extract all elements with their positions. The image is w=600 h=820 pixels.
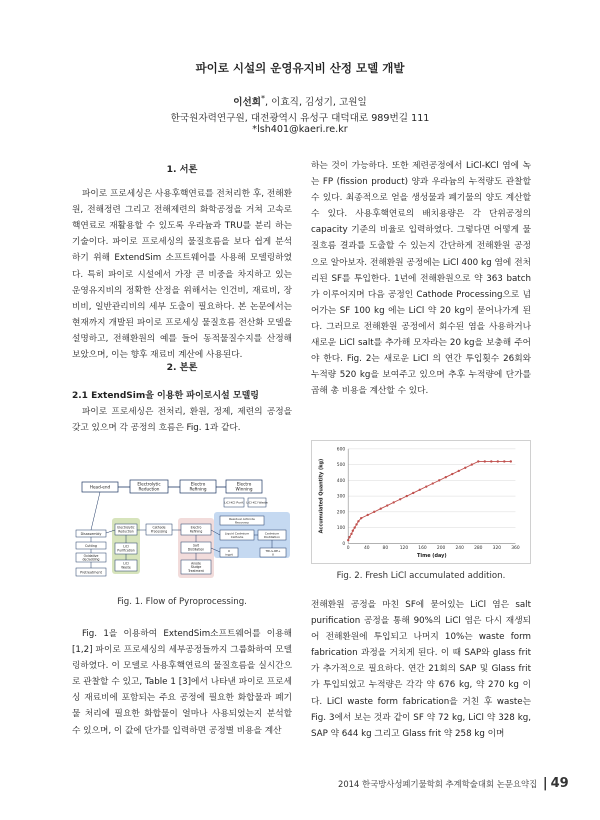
label-as-1: Anode: [191, 561, 201, 566]
label-tru-2: U: [271, 552, 275, 557]
label-u-2: ingot: [225, 552, 233, 557]
label-disassembly: Disassembly: [80, 532, 102, 536]
conn-15: [91, 492, 100, 530]
label-erf-1: Electro: [190, 525, 202, 530]
subsection-paragraph: [72, 404, 292, 436]
data-point: [354, 526, 356, 528]
right-column: [311, 158, 531, 399]
left-column-body: [72, 360, 292, 436]
label-as-3: Treatment: [188, 568, 204, 573]
label-pretreatment: Pretreatment: [80, 570, 102, 575]
x-tick-label: 280: [474, 546, 483, 552]
corresponding-mark: *: [261, 94, 266, 103]
main-author: 이선희: [233, 97, 262, 109]
subsection-text: 파이로 프로세싱은 전처리, 환원, 정제, 제련의 공정을 갖고 있으며 각 공정의 흐름은 Fig. 1과 같다.: [72, 407, 292, 434]
data-point: [412, 492, 414, 494]
x-tick-label: 0: [346, 546, 350, 552]
footer-text: 2014 한국방사성폐기물학회 추계학술대회 논문요약집: [338, 779, 538, 789]
data-point: [497, 460, 499, 462]
x-tick-label: 80: [382, 546, 389, 552]
left-column: [72, 162, 292, 363]
label-lw-1: LiCl: [123, 561, 129, 566]
data-point: [355, 523, 357, 525]
data-point: [347, 539, 349, 541]
x-axis-label: Time (day): [417, 553, 447, 560]
data-point: [406, 495, 408, 497]
label-ew-top-1: Electro: [236, 481, 252, 487]
data-point: [438, 479, 440, 481]
right-paragraph-1: [311, 158, 531, 399]
label-head-end: Head-end: [89, 484, 111, 490]
label-cp-2: Processing: [150, 529, 168, 534]
y-tick-label: 300: [336, 494, 346, 500]
affiliation: 한국원자력연구원, 대전광역시 유성구 대덕대로 989번길 111: [170, 113, 430, 124]
figure-1-caption: Fig. 1. Flow of Pyroprocessing.: [117, 597, 247, 607]
data-point: [458, 470, 460, 472]
label-erf-top-2: Refining: [189, 486, 207, 492]
label-sd-1: Salt: [193, 543, 199, 548]
right-paragraph-2: [311, 597, 531, 742]
figure-2-line-chart: [311, 440, 531, 564]
x-tick-label: 120: [399, 546, 409, 552]
label-er-top-2: Reduction: [138, 486, 160, 492]
label-oxid-2: decladding: [82, 557, 100, 562]
data-point: [350, 533, 352, 535]
section-heading-main: 2. 본론: [166, 362, 198, 373]
data-point: [484, 460, 486, 462]
data-point: [419, 489, 421, 491]
y-axis-label: Accumulated Quantity (kg): [318, 458, 325, 534]
label-lw-2: Waste: [121, 565, 131, 570]
label-lp-2: Purification: [117, 548, 135, 553]
data-point: [352, 530, 354, 532]
intro-text: 파이로 프로세싱은 사용후핵연료를 전처리한 후, 전해환원, 전해정련 그리고 전해제련의 화학공정을 거쳐 고속로 핵연료로 재활용할 수 있도록 우라늄과 TRU를 분리 하는 기술이다. 파이로 프로세싱의 물질흐름을 보다 쉽게 분석하기 위해 ExtendSim 소프트웨어를 사용해 모델링하였다. 특히 파이로 시설에서 가장 큰 비중을 차지하고 있는 운영유지비의 정확한 산정을 위해서는 인건비, 재료비, 장비비, 일반관리비의 세부 도출이 필요하다. 본 논문에서는 현재까지 개발된 파이로 프로세싱 물질흐름 전산화 모델을 설명하고, 전해환원의 예를 들어 동적물질수지를 산정해 보았으며, 이는 향후 재료비 계산에 사용된다.: [72, 189, 292, 361]
x-tick-label: 320: [492, 546, 502, 552]
y-tick-label: 200: [336, 510, 346, 516]
paper-title: 파이로 시설의 운영유지비 산정 모델 개발: [195, 61, 405, 75]
page-number: 49: [550, 776, 569, 791]
label-cd-1: Cadmium: [264, 531, 280, 536]
method-paragraph: [72, 626, 292, 739]
y-tick-label: 0: [342, 541, 346, 547]
data-point: [360, 517, 362, 519]
right-column-continued: [311, 597, 531, 742]
figure-2-caption: Fig. 2. Fresh LiCl accumulated addition.: [336, 571, 506, 581]
label-oxid-1: Oxidative: [83, 554, 99, 558]
footer-separator: |: [542, 776, 548, 791]
intro-paragraph: [72, 186, 292, 363]
data-point: [393, 501, 395, 503]
method-text: Fig. 1을 이용하여 ExtendSim소프트웨어를 이용해 [1,2] 파이로 프로세싱의 세부공정들까지 그룹화하여 모델링하였다. 이 모델로 사용후핵연료의 물질흐름을 실시간으로 관찰할 수 있고, Table 1 [3]에서 나타낸 파이로 프로세싱 재료비에 포함되는 주요 공정에 필요한 화합물과 폐기물 처리에 필요한 화합물이 얼마나 사용되었는지 분석할 수 있으며, 이 값에 단가를 입력하면 공정별 비용을 계산: [72, 629, 292, 736]
label-erf-top-1: Electro: [190, 481, 206, 487]
y-tick-label: 400: [336, 478, 346, 484]
label-ra-2: Recovery: [235, 520, 249, 525]
data-point: [348, 536, 350, 538]
label-tru-1: TRU+RE+: [265, 549, 281, 553]
data-point: [471, 463, 473, 465]
label-er-2: Reduction: [118, 529, 134, 534]
data-point: [464, 467, 466, 469]
right-text-1: 하는 것이 가능하다. 또한 제련공정에서 LiCl-KCl 염에 녹는 FP (fission product) 양과 우라늄의 누적량도 관찰할 수 있다. 최종적으로 얻을 생성물과 폐기물의 양도 계산할 수 있다. 사용후핵연료의 배치용량은 각 단위공정의 capacity 기준의 비율로 입력하였다. 그렇다면 어떻게 물질흐름 결과를 도출할 수 있는지 간단하게 전해환원 공정으로 알아보자. 전해환원 공정에는 LiCl 400 kg 염에 전처리된 SF를 투입한다. 1년에 전해환원으로 약 363 batch가 이루어지며 다음 공정인 Cathode Processing으로 넘어가는 SF 100 kg 에는 LiCl 약 20 kg이 묻어나가게 된다. 그러므로 전해환원 공정에서 회수된 염을 사용하거나 새로운 LiCl salt를 추가해 모자라는 20 kg을 보충해 주어야 한다. Fig. 2는 새로운 LiCl 의 연간 투입횟수 26회와 누적량 520 kg을 보여주고 있으며 추후 누적량에 단가를 곱해 총 비용을 계산할 수 있다.: [311, 161, 531, 397]
data-point: [445, 476, 447, 478]
section-heading-intro: 1. 서론: [166, 164, 198, 175]
x-tick-label: 160: [418, 546, 427, 552]
label-lkp: LiCl-KCl Purif.: [224, 500, 244, 505]
x-tick-label: 360: [511, 546, 520, 552]
data-point: [380, 508, 382, 510]
data-point: [357, 520, 359, 522]
label-ra-1: Residual Actinide: [229, 517, 255, 521]
label-u-1: U: [227, 549, 231, 553]
page-footer: [338, 776, 569, 791]
x-tick-label: 200: [436, 546, 446, 552]
data-point: [477, 460, 479, 462]
data-point: [451, 473, 453, 475]
label-lp-1: LiCl: [123, 544, 129, 549]
author-line: [0, 94, 600, 108]
label-cutting: Cutting: [84, 544, 98, 548]
y-tick-label: 100: [336, 526, 346, 532]
data-point: [490, 460, 492, 462]
y-tick-label: 600: [336, 447, 346, 453]
label-er-top-1: Electrolytic: [137, 481, 161, 487]
right-text-2: 전해환원 공정을 마친 SF에 묻어있는 LiCl 염은 salt purification 공정을 통해 90%의 LiCl 염은 다시 재생되어 전해환원에 투입되고 나머지 10%는 waste form fabrication 과정을 거치게 된다. 이 때 SAP와 glass frit가 추가적으로 필요하다. 연간 21회의 SAP 및 Glass frit가 투입되었고 누적량은 각각 약 676 kg, 약 270 kg 이다. LiCl waste form fabrication을 거친 후 waste는 Fig. 3에서 보는 것과 같이 SF 약 72 kg, LiCl 약 328 kg, SAP 약 644 kg 그리고 Glass frit 약 258 kg 이며: [311, 600, 531, 739]
data-point: [399, 498, 401, 500]
label-lkw: LiCl-KCl Waste: [246, 500, 268, 505]
label-as-2: Sludge: [190, 565, 202, 570]
figure-1-flow-diagram: [74, 470, 294, 592]
series-line: [348, 461, 511, 540]
y-tick-label: 500: [336, 463, 346, 469]
label-ew-top-2: Winning: [235, 486, 253, 492]
data-point: [503, 460, 505, 462]
label-er-1: Electrolytic: [117, 525, 135, 530]
label-erf-2: Refining: [189, 529, 203, 534]
label-sd-2: Distillation: [187, 547, 205, 552]
label-cd-2: Distillation: [264, 535, 280, 539]
subsection-heading: 2.1 ExtendSim을 이용한 파이로시설 모델링: [72, 391, 259, 402]
author-email: *lsh401@kaeri.re.kr: [252, 124, 348, 135]
data-point: [510, 460, 512, 462]
co-authors: , 이효직, 김성기, 고원일: [265, 97, 367, 109]
label-lcc-1: Liquid Cadmium: [224, 531, 250, 536]
data-point: [386, 504, 388, 506]
x-tick-label: 40: [363, 546, 370, 552]
left-column-continued: [72, 626, 292, 739]
data-point: [425, 485, 427, 487]
label-lcc-2: Cathode: [230, 535, 244, 539]
x-tick-label: 240: [455, 546, 464, 552]
data-point: [373, 511, 375, 513]
data-point: [432, 482, 434, 484]
label-cp-1: Cathode: [152, 525, 166, 530]
data-point: [367, 514, 369, 516]
